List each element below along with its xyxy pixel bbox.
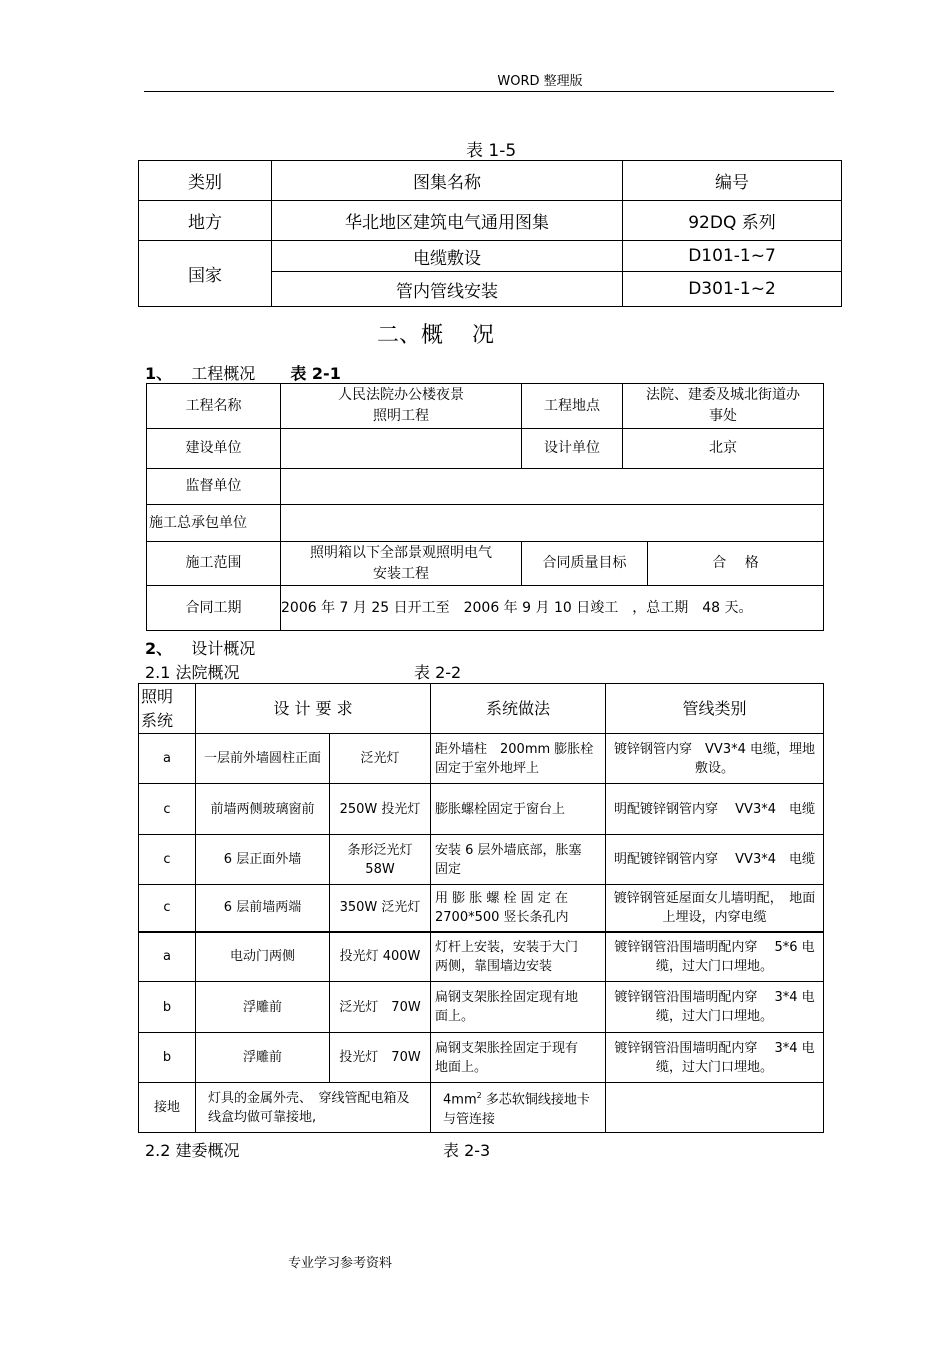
cell-line: 用 膨 胀 螺 栓 固 定 在 <box>435 890 568 906</box>
cell-line: 镀锌钢管延屋面女儿墙明配， 地面 <box>613 890 816 906</box>
table-cell: 工程地点 <box>522 384 623 429</box>
table-cell: 6 层前墙两端 <box>196 885 330 932</box>
cell-line: 缆，过大门口埋地。 <box>656 1059 774 1075</box>
subsection-title: 2.1 法院概况 <box>145 663 240 682</box>
cell-line: 事处 <box>709 408 737 424</box>
table-cell: D301-1~2 <box>623 272 842 307</box>
unit-superscript: 2 <box>476 1091 482 1101</box>
unit-text: 4mm <box>443 1092 477 1108</box>
table-cell: b <box>139 982 196 1033</box>
cell-line: 线盒均做可靠接地, <box>208 1109 317 1125</box>
table-label: 表 2-2 <box>414 663 462 682</box>
table-cell: 一层前外墙圆柱正面 <box>196 734 330 784</box>
cell-line: 膨胀螺栓固定于窗台上 <box>435 801 566 817</box>
table-cell <box>196 1083 431 1133</box>
table-cell <box>431 885 606 932</box>
table-cell: 施工总承包单位 <box>147 505 281 542</box>
table-cell <box>431 932 606 982</box>
table-cell: 250W 投光灯 <box>330 784 431 835</box>
table-cell: 合同工期 <box>147 586 281 631</box>
table-cell <box>281 384 522 429</box>
cell-line: 镀锌钢管沿围墙明配内穿 3*4 电 <box>614 1040 815 1056</box>
cell-line: 面上。 <box>435 1009 475 1024</box>
table-cell <box>281 542 522 586</box>
table-header-cell: 类别 <box>139 161 272 201</box>
table-header-cell: 编号 <box>623 161 842 201</box>
cell-line: 敷设。 <box>695 760 735 776</box>
table-cell: c <box>139 784 196 835</box>
table-header-cell: 设 计 要 求 <box>196 684 431 734</box>
cell-line: 扁钢支架胀拴固定现有地 <box>435 990 579 1005</box>
cell-line: 照明箱以下全部景观照明电气 <box>310 544 492 561</box>
table-row <box>139 1083 824 1133</box>
table-2-2 <box>138 683 824 1133</box>
table-1-5 <box>138 160 842 307</box>
table-cell <box>281 505 824 542</box>
table-cell: 条形泛光灯 58W <box>330 835 431 885</box>
cell-line: 灯杆上安装，安装于大门 <box>435 939 579 955</box>
subsection-number: 2、 <box>145 639 173 658</box>
table-cell: 接地 <box>139 1083 196 1133</box>
cell-line: 与管连接 <box>443 1111 496 1127</box>
table-cell: 投光灯 70W <box>330 1033 431 1083</box>
table-row <box>139 835 824 885</box>
table-cell <box>431 734 606 784</box>
table-cell <box>281 429 522 469</box>
cell-line: 灯具的金属外壳、 穿线管配电箱及 <box>208 1090 410 1106</box>
page-footer: 专业学习参考资料 <box>288 1256 393 1271</box>
table-cell <box>606 835 824 885</box>
table-cell: a <box>139 932 196 982</box>
cell-line: 系统 <box>141 710 174 730</box>
cell-line <box>443 1086 601 1109</box>
cell-line: 明配镀锌钢管内穿 VV3*4 电缆 <box>614 801 815 817</box>
cell-line: 缆，过大门口埋地。 <box>656 1009 774 1024</box>
table-cell: 电缆敷设 <box>272 241 623 272</box>
cell-line: 固定 <box>435 861 462 877</box>
cell-line: 地面上。 <box>435 1059 488 1075</box>
table-row <box>139 982 824 1033</box>
cell-line: 距外墙柱 200mm 膨胀栓 <box>435 741 594 757</box>
table-cell <box>606 885 824 932</box>
table-header-cell: 系统做法 <box>431 684 606 734</box>
table-cell <box>606 734 824 784</box>
cell-line: 镀锌钢管内穿 VV3*4 电缆，埋地 <box>614 741 815 757</box>
table-cell <box>431 1083 606 1133</box>
table-2-1 <box>146 383 824 631</box>
table-cell: 6 层正面外墙 <box>196 835 330 885</box>
cell-line: 人民法院办公楼夜景 <box>338 387 464 403</box>
table-cell: 前墙两侧玻璃窗前 <box>196 784 330 835</box>
table-cell: 浮雕前 <box>196 982 330 1033</box>
table-cell <box>431 1033 606 1083</box>
table-cell <box>606 982 824 1033</box>
page-header: WORD 整理版 <box>497 74 583 89</box>
table-cell <box>431 835 606 885</box>
table-1-5-caption: 表 1-5 <box>466 141 517 161</box>
table-label: 表 2-3 <box>443 1141 491 1160</box>
subsection-heading <box>145 361 341 384</box>
cell-line: 安装 6 层外墙底部，胀塞 <box>435 842 582 858</box>
table-cell: 2006 年 7 月 25 日开工至 2006 年 9 月 10 日竣工 ，总工期 48 天。 <box>281 586 824 631</box>
table-cell: 地方 <box>139 201 272 241</box>
table-cell <box>431 982 606 1033</box>
table-cell: 泛光灯 <box>330 734 431 784</box>
table-cell: 合 格 <box>648 542 824 586</box>
cell-line: 固定于室外地坪上 <box>435 760 540 776</box>
table-cell: 管内管线安装 <box>272 272 623 307</box>
table-row <box>139 885 824 932</box>
table-cell: 建设单位 <box>147 429 281 469</box>
table-cell: c <box>139 835 196 885</box>
cell-line: 镀锌钢管沿围墙明配内穿 5*6 电 <box>614 939 815 955</box>
cell-line: 安装工程 <box>373 565 429 582</box>
table-cell <box>606 1083 824 1133</box>
table-cell <box>606 1033 824 1083</box>
table-cell: 国家 <box>139 241 272 307</box>
cell-line: 上埋设，内穿电缆 <box>662 909 767 925</box>
table-row <box>139 734 824 784</box>
table-cell: 泛光灯 70W <box>330 982 431 1033</box>
cell-line: 缆，过大门口埋地。 <box>656 958 774 974</box>
table-cell <box>606 784 824 835</box>
subsection-title: 工程概况 <box>191 364 256 383</box>
subsection-number: 1、 <box>145 364 173 383</box>
table-cell: 投光灯 400W <box>330 932 431 982</box>
subsection-title: 设计概况 <box>191 639 256 658</box>
table-cell: 电动门两侧 <box>196 932 330 982</box>
table-row <box>139 932 824 982</box>
cell-line: 照明 <box>141 686 174 706</box>
table-cell: 350W 泛光灯 <box>330 885 431 932</box>
table-cell: 92DQ 系列 <box>623 201 842 241</box>
cell-line: 两侧，靠围墙边安装 <box>435 958 553 974</box>
header-divider <box>144 91 834 92</box>
cell-line: 2700*500 竖长条孔内 <box>435 909 569 925</box>
section-title: 二、概 况 <box>377 323 494 348</box>
cell-text: 多芯软铜线接地卡 <box>481 1092 590 1108</box>
table-cell: 华北地区建筑电气通用图集 <box>272 201 623 241</box>
table-cell: 设计单位 <box>522 429 623 469</box>
table-cell: D101-1~7 <box>623 241 842 272</box>
table-header-cell: 图集名称 <box>272 161 623 201</box>
table-header-cell: 管线类别 <box>606 684 824 734</box>
table-cell: 北京 <box>623 429 824 469</box>
cell-line: 明配镀锌钢管内穿 VV3*4 电缆 <box>614 852 815 867</box>
subsection-title: 2.2 建委概况 <box>145 1141 240 1160</box>
table-cell: 施工范围 <box>147 542 281 586</box>
table-cell: 浮雕前 <box>196 1033 330 1083</box>
table-header-cell <box>139 684 196 734</box>
table-cell <box>281 469 824 505</box>
table-cell <box>623 384 824 429</box>
cell-line: 法院、建委及城北街道办 <box>646 387 800 403</box>
table-label: 表 2-1 <box>290 364 341 383</box>
cell-line: 镀锌钢管沿围墙明配内穿 3*4 电 <box>614 990 815 1005</box>
table-cell <box>606 932 824 982</box>
table-cell: c <box>139 885 196 932</box>
table-cell: 合同质量目标 <box>522 542 648 586</box>
table-cell: a <box>139 734 196 784</box>
subsection-heading <box>145 636 255 659</box>
table-row <box>139 1033 824 1083</box>
cell-line: 照明工程 <box>373 408 429 424</box>
table-cell: 工程名称 <box>147 384 281 429</box>
table-cell: b <box>139 1033 196 1083</box>
table-row <box>139 784 824 835</box>
table-cell <box>431 784 606 835</box>
table-cell: 监督单位 <box>147 469 281 505</box>
cell-line: 扁钢支架胀拴固定于现有 <box>435 1040 579 1056</box>
